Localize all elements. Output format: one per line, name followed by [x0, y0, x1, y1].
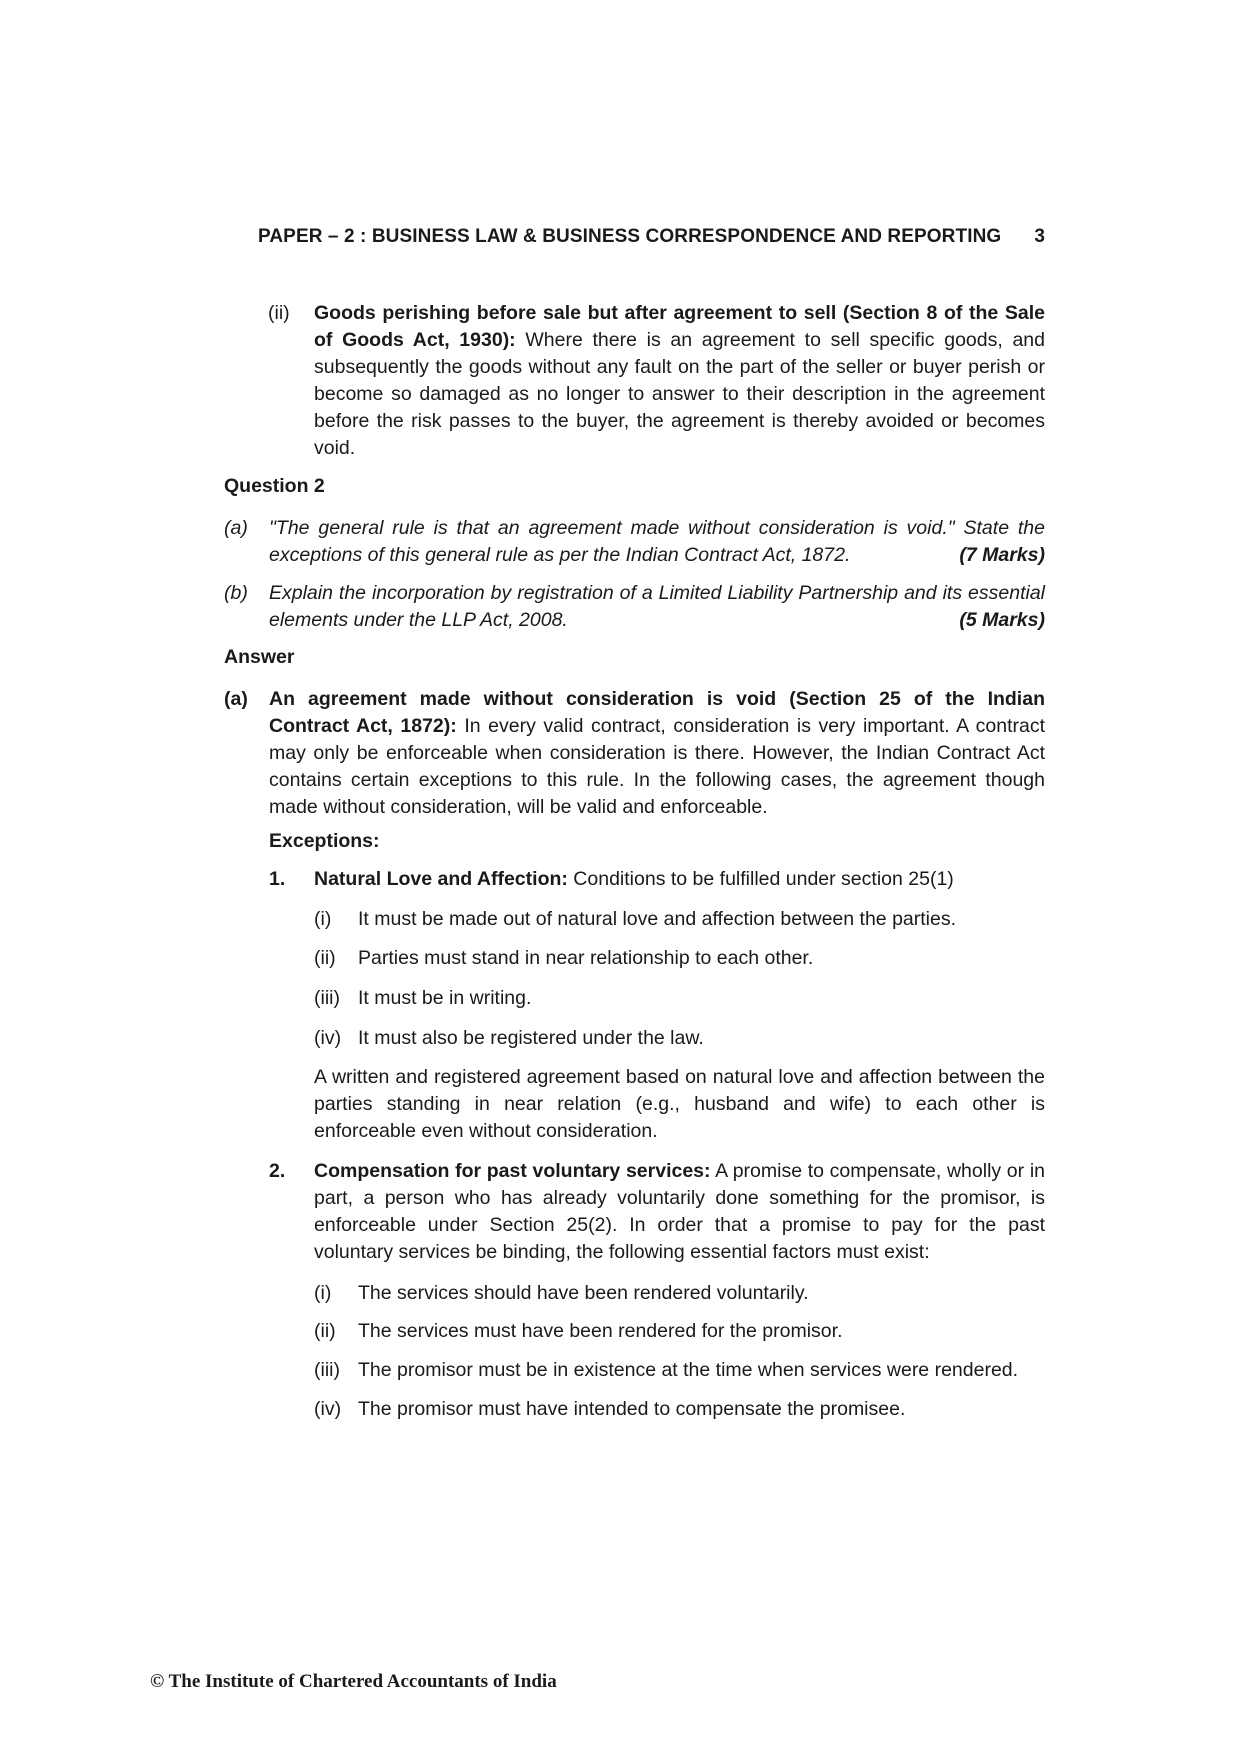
question-b-label: (b): [224, 582, 248, 604]
exception-2-item-label: (iv): [314, 1398, 342, 1420]
exception-2-item-text: The promisor must have intended to compensate the promisee.: [358, 1398, 906, 1420]
section-ii-paragraph: [314, 300, 1045, 462]
exception-1-paragraph: [314, 866, 1045, 893]
answer-a-label: (a): [224, 688, 248, 710]
section-ii-title: Goods perishing before sale but after agreement to sell (Section 8 of the Sale of Goods Act, 1930):: [314, 302, 1045, 351]
exception-1-item-text: It must also be registered under the law.: [358, 1027, 704, 1049]
exception-1-number: 1.: [269, 868, 286, 890]
answer-a-title: An agreement made without consideration is void (Section 25 of the Indian Contract Act, 1872):: [269, 688, 1045, 737]
exception-1-text: Conditions to be fulfilled under section 25(1): [567, 868, 954, 890]
header-title: PAPER – 2 : BUSINESS LAW & BUSINESS CORRESPONDENCE AND REPORTING: [258, 226, 1002, 247]
exception-2-paragraph: [314, 1158, 1045, 1266]
exception-1-item-label: (iv): [314, 1027, 342, 1049]
exception-1-item-label: (ii): [314, 947, 336, 969]
exception-2-item-text: The services must have been rendered for the promisor.: [358, 1320, 843, 1342]
answer-heading: Answer: [224, 646, 295, 668]
exception-2-item-label: (iii): [314, 1359, 340, 1381]
page-number: 3: [1034, 226, 1045, 247]
section-ii-label: (ii): [268, 302, 290, 324]
answer-a-paragraph: [269, 686, 1045, 821]
exception-1-title: Natural Love and Affection:: [314, 868, 568, 890]
exception-1-item-label: (i): [314, 908, 332, 930]
question-a-text: [269, 515, 1045, 569]
exception-1-item-label: (iii): [314, 987, 340, 1009]
question-b-marks: (5 Marks): [959, 609, 1045, 631]
exception-2-text: A promise to compensate, wholly or in part, a person who has already voluntarily done something for the promisor, is enforceable under Section 25(2). In order that a promise to pay for the past voluntary services be binding, the following essential factors must exist:: [314, 1160, 1045, 1263]
footer-copyright: © The Institute of Chartered Accountants of India: [150, 1671, 557, 1692]
question-heading: Question 2: [224, 475, 325, 497]
page-header: [258, 226, 1045, 248]
question-a-label: (a): [224, 517, 248, 539]
section-ii-text: Where there is an agreement to sell specific goods, and subsequently the goods without any fault on the part of the seller or buyer perish or become so damaged as no longer to answer to their description in the agreement before the risk passes to the buyer, the agreement is thereby avoided or becomes void.: [314, 329, 1046, 459]
question-a-body: "The general rule is that an agreement made without consideration is void." State the exceptions of this general rule as per the Indian Contract Act, 1872.: [269, 517, 1045, 566]
question-a-marks: (7 Marks): [959, 544, 1045, 566]
question-b-text: [269, 580, 1045, 634]
exception-2-item-text: The services should have been rendered voluntarily.: [358, 1282, 809, 1304]
exception-1-item-text: Parties must stand in near relationship to each other.: [358, 947, 814, 969]
exception-1-item-text: It must be made out of natural love and affection between the parties.: [358, 908, 957, 930]
exception-2-title: Compensation for past voluntary services:: [314, 1160, 711, 1182]
question-b-body: Explain the incorporation by registration of a Limited Liability Partnership and its essential elements under the LLP Act, 2008.: [269, 582, 1045, 631]
exception-1-closing: A written and registered agreement based on natural love and affection between the parties standing in near relation (e.g., husband and wife) to each other is enforceable even without consideration.: [314, 1066, 1045, 1142]
exception-2-item-label: (i): [314, 1282, 332, 1304]
answer-a-text: In every valid contract, consideration is very important. A contract may only be enforceable when consideration is there. However, the Indian Contract Act contains certain exceptions to this rule. In the following cases, the agreement though made without consideration, will be valid and enforceable.: [269, 715, 1045, 818]
exception-2-item-label: (ii): [314, 1320, 336, 1342]
exception-2-number: 2.: [269, 1160, 286, 1182]
exception-2-item-text: The promisor must be in existence at the time when services were rendered.: [358, 1359, 1019, 1381]
exceptions-heading: Exceptions:: [269, 830, 380, 852]
exception-1-item-text: It must be in writing.: [358, 987, 532, 1009]
